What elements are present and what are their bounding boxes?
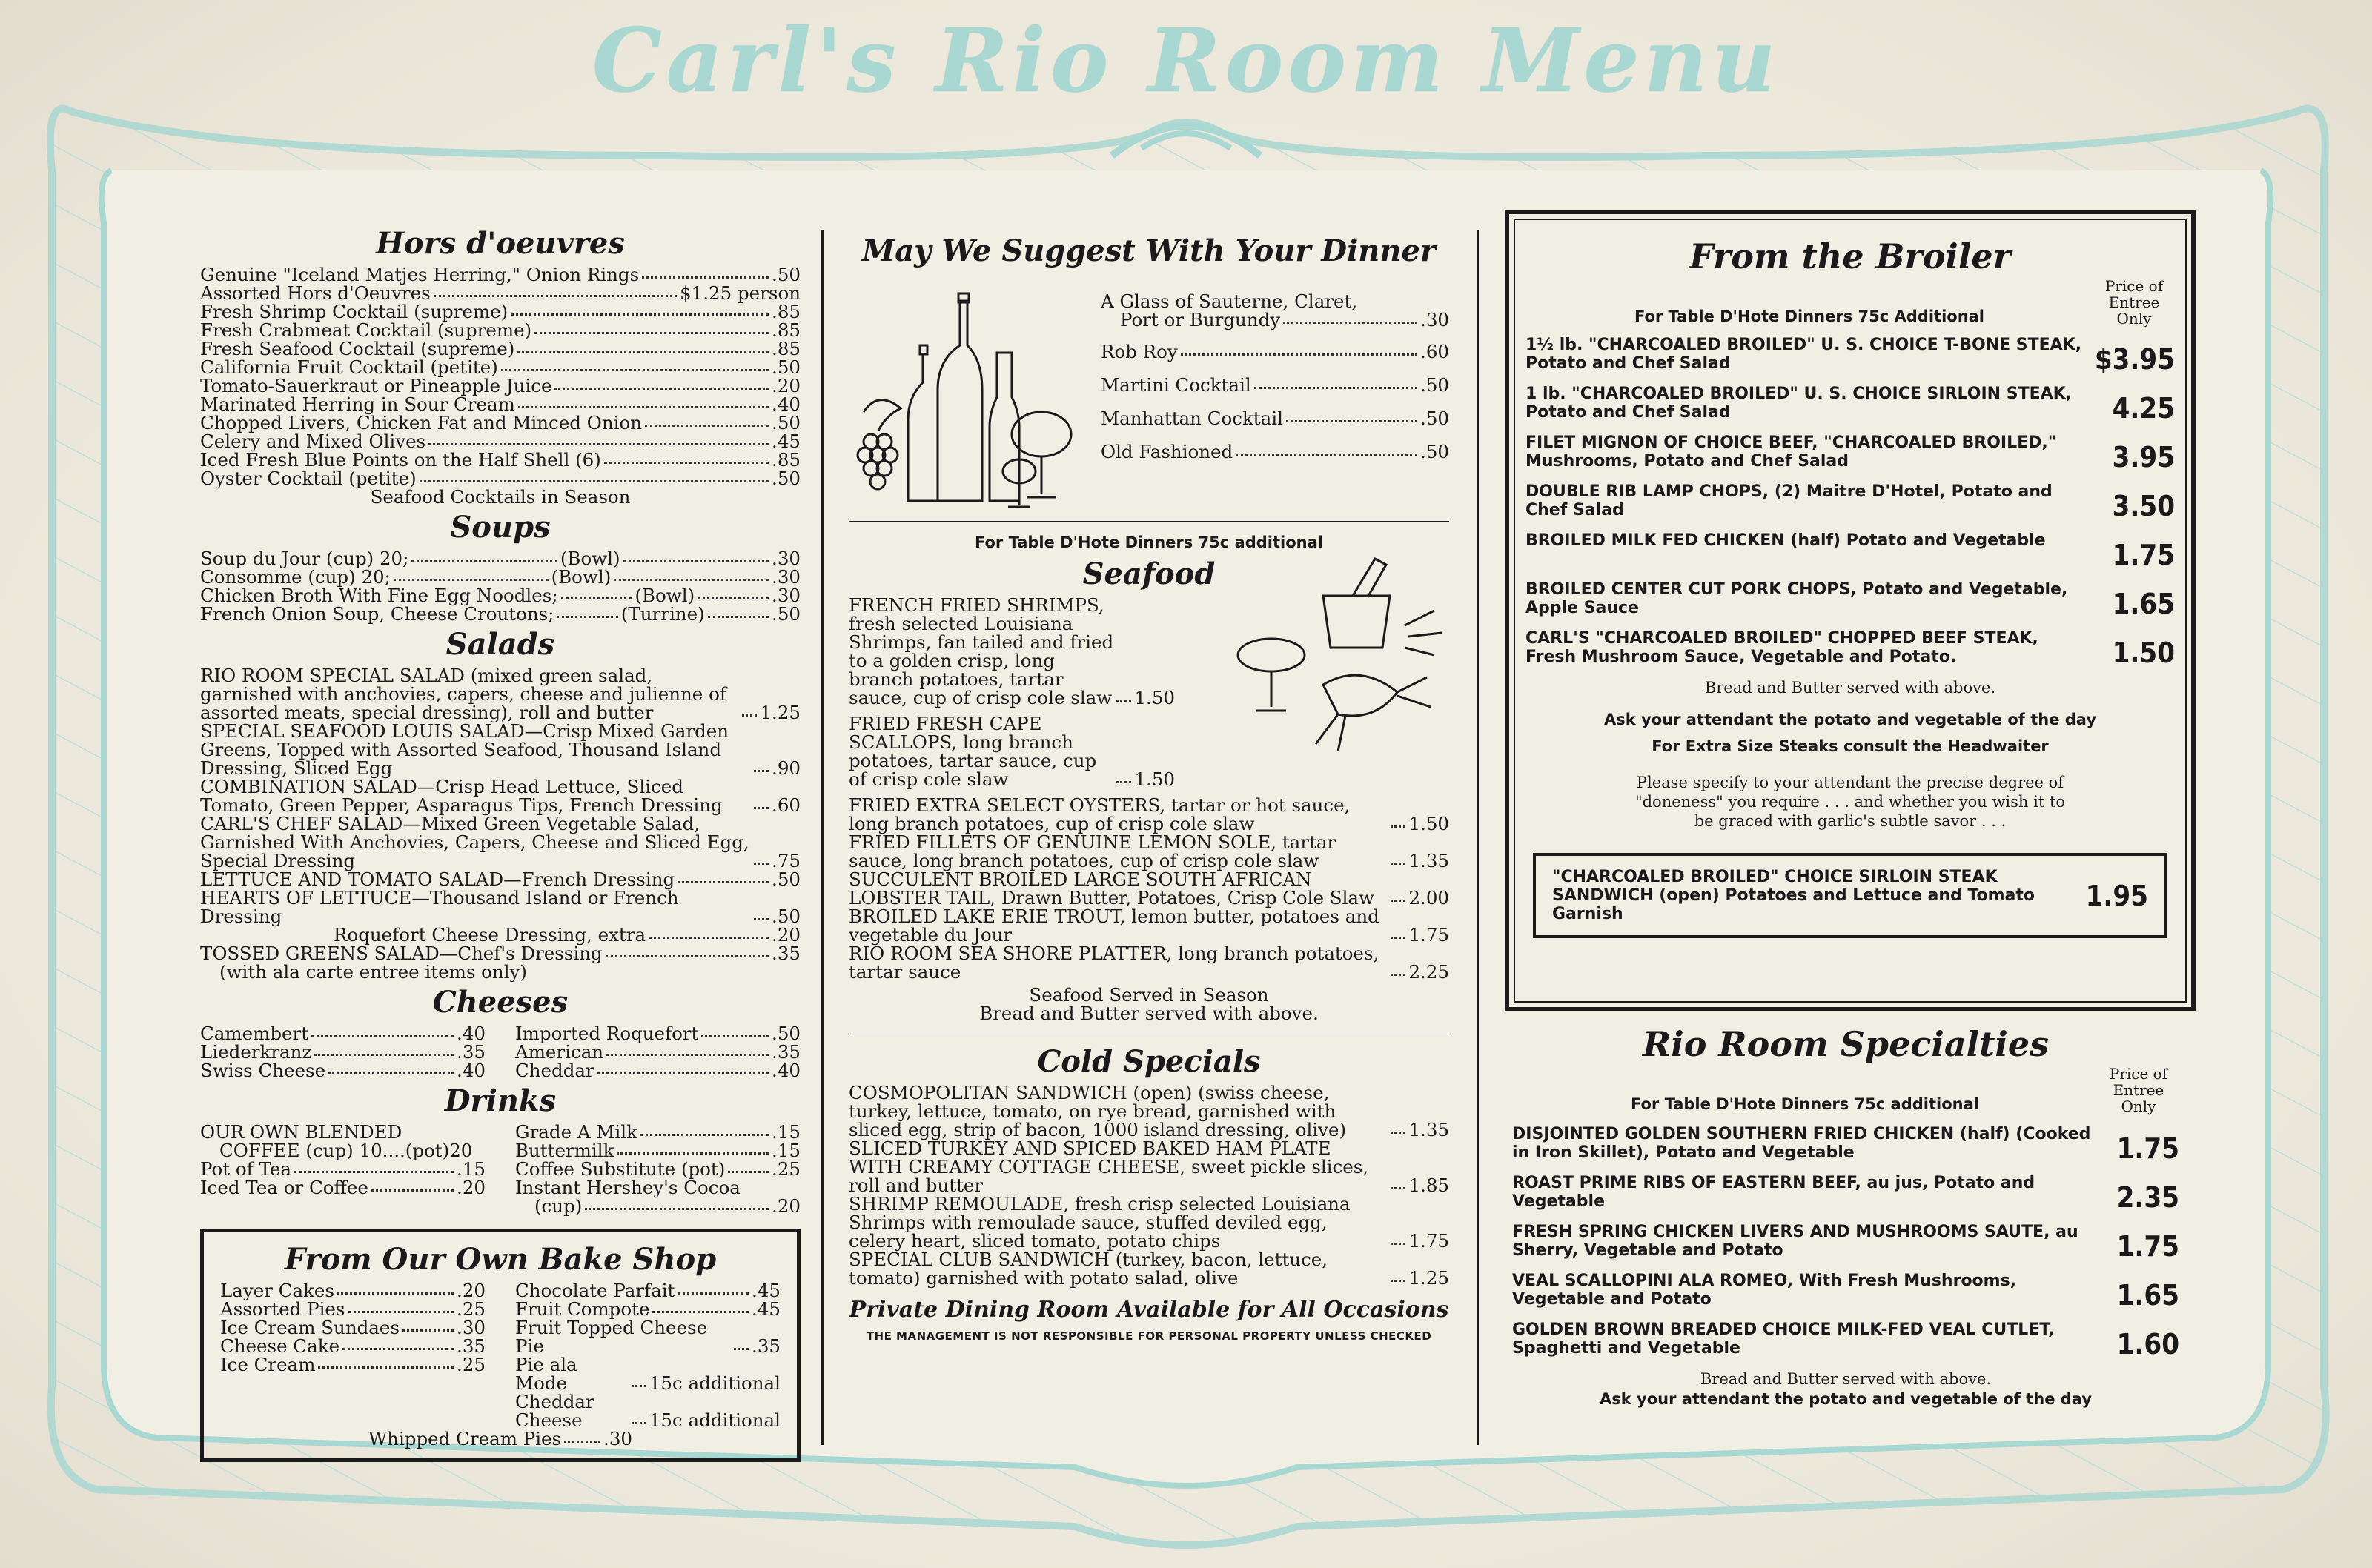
broiler-price-label: Price of Entree Only (2104, 277, 2164, 328)
broiler-ask-note: Ask your attendant the potato and vegetable of the day (1603, 711, 2097, 728)
seafood-list (849, 596, 1449, 1023)
menu-item: CARL'S "CHARCOALED BROILED" CHOPPED BEEF STEAK, Fresh Mushroom Sauce, Vegetable and Potato. 1.50 (1525, 629, 2175, 669)
menu-item: FRESH SPRING CHICKEN LIVERS AND MUSHROOMS SAUTE, au Sherry, Vegetable and Potato 1.75 (1512, 1223, 2179, 1263)
suggest-list (1093, 279, 1449, 516)
menu-item: COMBINATION SALAD—Crisp Head Lettuce, Sliced Tomato, Green Pepper, Asparagus Tips, French Dressing .60 (200, 776, 801, 816)
menu-item: Chocolate Parfait .45 (515, 1280, 781, 1301)
specialties-list (1512, 1125, 2179, 1359)
drinks-title: Drinks (444, 1083, 557, 1118)
menu-item: Swiss Cheese .40 (200, 1060, 486, 1081)
menu-item: Roquefort Cheese Dressing, extra .20 (334, 924, 801, 946)
cheeses-title: Cheeses (432, 985, 569, 1020)
broiler-box (1505, 210, 2196, 1011)
menu-item: GOLDEN BROWN BREADED CHOICE MILK-FED VEAL CUTLET, Spaghetti and Vegetable 1.60 (1512, 1320, 2179, 1361)
menu-item: HEARTS OF LETTUCE—Thousand Island or French Dressing .50 (200, 887, 801, 927)
column-divider-right (1477, 230, 1479, 1445)
menu-item: Grade A Milk .15 (515, 1121, 801, 1143)
specialties-bread-note: Bread and Butter served with above. (1700, 1370, 1992, 1388)
menu-item: Pie ala Mode 15c additional (515, 1354, 781, 1394)
section-divider (849, 1032, 1449, 1037)
specialties-ask-note: Ask your attendant the potato and vegetable of the day (1599, 1390, 2093, 1408)
menu-item: Soup du Jour (cup) 20; (Bowl) .30 (200, 548, 801, 569)
menu-item: Coffee Substitute (pot) .25 (515, 1158, 801, 1180)
menu-item: 1 lb. "CHARCOALED BROILED" U. S. CHOICE SIRLOIN STEAK, Potato and Chef Salad 4.25 (1525, 385, 2175, 425)
specialties-section (1512, 1023, 2179, 1409)
bake-shop-title: From Our Own Bake Shop (284, 1242, 717, 1277)
menu-item: VEAL SCALLOPINI ALA ROMEO, With Fresh Mushrooms, Vegetable and Potato 1.65 (1512, 1272, 2179, 1312)
lobster-bucket-illustration (1227, 551, 1449, 759)
menu-item: CARL'S CHEF SALAD—Mixed Green Vegetable Salad, Garnished With Anchovies, Capers, Cheese and Sliced Egg, Special Dressing .75 (200, 813, 801, 871)
menu-item: Cheddar .40 (515, 1060, 801, 1081)
menu-item: Fresh Crabmeat Cocktail (supreme) .85 (200, 319, 801, 341)
suggest-title: May We Suggest With Your Dinner (862, 233, 1436, 268)
hors-doeuvres-list (200, 265, 801, 506)
menu-item: LETTUCE AND TOMATO SALAD—French Dressing .50 (200, 868, 801, 890)
bake-shop-list (220, 1281, 781, 1429)
broiler-title: From the Broiler (1689, 236, 2011, 276)
hors-note: Seafood Cocktails in Season (370, 486, 631, 508)
menu-item: SHRIMP REMOULADE, fresh crisp selected Louisiana Shrimps with remoulade sauce, stuffed deviled egg, celery heart, sliced tomato, potato chips 1.75 (849, 1193, 1449, 1252)
specialties-title: Rio Room Specialties (1643, 1024, 2049, 1064)
menu-item: Buttermilk .15 (515, 1140, 801, 1161)
salads-note: (with ala carte entree items only) (219, 961, 527, 983)
menu-item: Tomato-Sauerkraut or Pineapple Juice .20 (200, 375, 801, 396)
menu-item: California Fruit Cocktail (petite) .50 (200, 356, 801, 378)
specialties-header: For Table D'Hote Dinners 75c additional (1631, 1095, 1979, 1113)
specialties-price-label: Price of Entree Only (2109, 1065, 2168, 1115)
menu-item: Pot of Tea .15 (200, 1158, 486, 1180)
menu-item: TOSSED GREENS SALAD—Chef's Dressing .35 (200, 943, 801, 964)
menu-item: SPECIAL CLUB SANDWICH (turkey, bacon, lettuce, tomato) garnished with potato salad, olive 1.25 (849, 1249, 1449, 1289)
menu-item: Cheddar Cheese 15c additional (515, 1391, 781, 1431)
menu-item: Assorted Hors d'Oeuvres $1.25 person (200, 282, 801, 304)
menu-item: Rob Roy .60 (1101, 341, 1449, 362)
cold-specials-list (849, 1083, 1449, 1287)
menu-item: BROILED LAKE ERIE TROUT, lemon butter, potatoes and vegetable du Jour 1.75 (849, 906, 1449, 946)
menu-item: Camembert .40 (200, 1023, 486, 1044)
menu-item: American .35 (515, 1041, 801, 1063)
salads-list (200, 666, 801, 981)
soups-list (200, 549, 801, 623)
salads-title: Salads (445, 627, 555, 662)
private-dining-note: Private Dining Room Available for All Occasions (849, 1297, 1449, 1323)
wine-bottles-illustration (849, 279, 1093, 516)
menu-item: Fresh Seafood Cocktail (supreme) .85 (200, 338, 801, 359)
cold-specials-title: Cold Specials (1037, 1044, 1261, 1079)
menu-item: A Glass of Sauterne, Claret, (1101, 290, 1358, 312)
menu-item: Iced Fresh Blue Points on the Half Shell (6) .85 (200, 449, 801, 471)
broiler-bread-note: Bread and Butter served with above. (1704, 679, 1996, 697)
menu-item: Liederkranz .35 (200, 1041, 486, 1063)
broiler-list (1525, 336, 2175, 668)
soups-title: Soups (450, 510, 551, 545)
menu-item: Chopped Livers, Chicken Fat and Minced Onion .50 (200, 412, 801, 433)
bake-shop-box (200, 1229, 801, 1462)
menu-item: DISJOINTED GOLDEN SOUTHERN FRIED CHICKEN (half) (Cooked in Iron Skillet), Potato and Vegetable 1.75 (1512, 1125, 2179, 1165)
menu-item: Cheese Cake .35 (220, 1335, 486, 1357)
menu-item: SLICED TURKEY AND SPICED BAKED HAM PLATE WITH CREAMY COTTAGE CHEESE, sweet pickle slices, roll and butter 1.85 (849, 1137, 1449, 1196)
menu-item: Fruit Topped Cheese Pie .35 (515, 1317, 781, 1357)
menu-item: Oyster Cocktail (petite) .50 (200, 468, 801, 489)
menu-item: SUCCULENT BROILED LARGE SOUTH AFRICAN LOBSTER TAIL, Drawn Butter, Potatoes, Crisp Cole Slaw 2.00 (849, 868, 1449, 908)
column-divider-left (821, 230, 824, 1445)
hors-doeuvres-title: Hors d'oeuvres (376, 226, 625, 261)
menu-item: ROAST PRIME RIBS OF EASTERN BEEF, au jus, Potato and Vegetable 2.35 (1512, 1174, 2179, 1214)
menu-item: FRIED EXTRA SELECT OYSTERS, tartar or hot sauce, long branch potatoes, cup of crisp cole slaw 1.50 (849, 794, 1449, 834)
menu-item: RIO ROOM SEA SHORE PLATTER, long branch potatoes, tartar sauce 2.25 (849, 943, 1449, 983)
menu-item: Instant Hershey's Cocoa (515, 1177, 741, 1198)
menu-item: BROILED CENTER CUT PORK CHOPS, Potato and Vegetable, Apple Sauce 1.65 (1525, 580, 2175, 620)
drinks-list (200, 1123, 801, 1215)
seafood-note: Seafood Served in Season (1029, 984, 1269, 1006)
menu-item: Iced Tea or Coffee .20 (200, 1177, 486, 1198)
broiler-header: For Table D'Hote Dinners 75c Additional (1634, 308, 1985, 325)
menu-title: Carl's Rio Room Menu (592, 9, 1780, 112)
menu-item: Manhattan Cocktail .50 (1101, 408, 1449, 429)
menu-item: 1½ lb. "CHARCOALED BROILED" U. S. CHOICE T-BONE STEAK, Potato and Chef Salad $3.95 (1525, 336, 2175, 376)
menu-item: SPECIAL SEAFOOD LOUIS SALAD—Crisp Mixed Garden Greens, Topped with Assorted Seafood, Thousand Island Dressing, Sliced Egg .90 (200, 720, 801, 779)
menu-item: Chicken Broth With Fine Egg Noodles; (Bowl) .30 (200, 585, 801, 606)
section-divider (849, 519, 1449, 525)
menu-item: Fruit Compote .45 (515, 1298, 781, 1320)
menu-item: FILET MIGNON OF CHOICE BEEF, "CHARCOALED BROILED," Mushrooms, Potato and Chef Salad 3.95 (1525, 433, 2175, 474)
middle-column (849, 230, 1449, 1346)
left-column (200, 222, 801, 1462)
menu-item: Old Fashioned .50 (1101, 441, 1449, 462)
menu-item: OUR OWN BLENDED (200, 1121, 402, 1143)
menu-item: Ice Cream .25 (220, 1354, 486, 1375)
menu-item: Layer Cakes .20 (220, 1280, 486, 1301)
menu-item: Martini Cocktail .50 (1101, 374, 1449, 396)
menu-item: Port or Burgundy .30 (1120, 309, 1449, 330)
menu-item: COSMOPOLITAN SANDWICH (open) (swiss cheese, turkey, lettuce, tomato, on rye bread, garnished with sliced egg, strip of bacon, 1000 island dressing, olive) 1.35 (849, 1082, 1449, 1140)
broiler-specify-note: Please specify to your attendant the precise degree of "doneness" you require . . . and whether you wish it to be graced with garlic's subtle savor . . . (1634, 774, 2066, 830)
menu-item: French Onion Soup, Cheese Croutons; (Turrine) .50 (200, 603, 801, 625)
menu-item: FRIED FILLETS OF GENUINE LEMON SOLE, tartar sauce, long branch potatoes, cup of crisp cole slaw 1.35 (849, 831, 1449, 871)
menu-item: COFFEE (cup) 10....(pot) 20 (219, 1140, 473, 1161)
menu-item: FRENCH FRIED SHRIMPS, fresh selected Louisiana Shrimps, fan tailed and fried to a golden crisp, long branch potatoes, tartar sauce, cup of crisp cole slaw 1.50 (849, 594, 1175, 708)
seafood-title: Seafood (1082, 557, 1216, 591)
menu-item: Celery and Mixed Olives .45 (200, 431, 801, 452)
menu-item: Marinated Herring in Sour Cream .40 (200, 393, 801, 415)
menu-item: Fresh Shrimp Cocktail (supreme) .85 (200, 301, 801, 322)
menu-item: Genuine "Iceland Matjes Herring," Onion Rings .50 (200, 264, 801, 285)
seafood-bread-note: Bread and Butter served with above. (979, 1003, 1319, 1024)
menu-item: FRIED FRESH CAPE SCALLOPS, long branch potatoes, tartar sauce, cup of crisp cole slaw 1.50 (849, 713, 1175, 790)
menu-item: RIO ROOM SPECIAL SALAD (mixed green salad, garnished with anchovies, capers, cheese and julienne of assorted meats, special dressing), roll and butter 1.25 (200, 665, 801, 723)
menu-item: Whipped Cream Pies .30 (368, 1428, 632, 1449)
menu-item: Ice Cream Sundaes .30 (220, 1317, 486, 1338)
menu-item: Assorted Pies .25 (220, 1298, 486, 1320)
cheeses-list (200, 1024, 801, 1080)
menu-item: BROILED MILK FED CHICKEN (half) Potato and Vegetable 1.75 (1525, 531, 2175, 571)
steak-sandwich-box: "CHARCOALED BROILED" CHOICE SIRLOIN STEAK SANDWICH (open) Potatoes and Lettuce and Tomato Garnish 1.95 (1533, 853, 2167, 938)
seafood-header: For Table D'Hote Dinners 75c additional (975, 534, 1323, 551)
menu-item: Consomme (cup) 20; (Bowl) .30 (200, 566, 801, 588)
menu-item: Imported Roquefort .50 (515, 1023, 801, 1044)
menu-item: (cup) .20 (534, 1195, 801, 1217)
broiler-extra-note: For Extra Size Steaks consult the Headwaiter (1652, 737, 2049, 755)
management-notice: THE MANAGEMENT IS NOT RESPONSIBLE FOR PERSONAL PROPERTY UNLESS CHECKED (866, 1329, 1432, 1343)
menu-item: DOUBLE RIB LAMP CHOPS, (2) Maitre D'Hotel, Potato and Chef Salad 3.50 (1525, 482, 2175, 522)
